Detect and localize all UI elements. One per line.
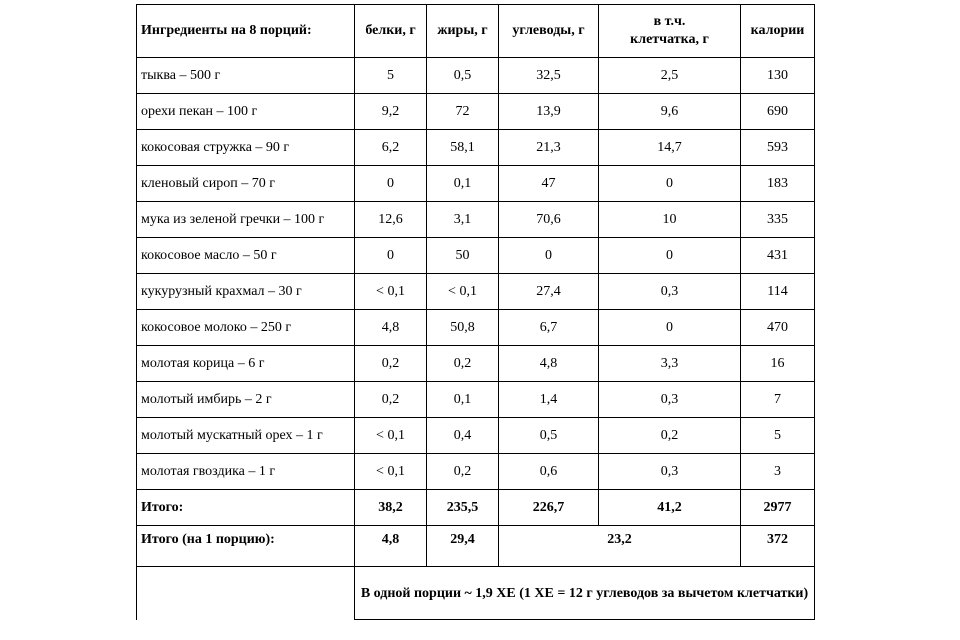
table-row [137,94,815,130]
ingredient-protein: 0 [355,238,427,274]
per-portion-calories: 372 [741,526,815,567]
ingredient-name: молотая корица – 6 г [137,346,355,382]
ingredient-fat: 0,5 [427,58,499,94]
header-fiber [599,5,741,58]
header-protein: белки, г [355,5,427,58]
ingredient-fiber: 0,2 [599,418,741,454]
note-row [137,567,815,620]
ingredient-name: молотая гвоздика – 1 г [137,454,355,490]
ingredient-fiber: 9,6 [599,94,741,130]
ingredient-calories: 114 [741,274,815,310]
total-carbs: 226,7 [499,490,599,526]
ingredient-name: кокосовое молоко – 250 г [137,310,355,346]
ingredient-protein: 5 [355,58,427,94]
table-row [137,310,815,346]
ingredient-name: молотый мускатный орех – 1 г [137,418,355,454]
ingredient-name: мука из зеленой гречки – 100 г [137,202,355,238]
ingredient-fat: 0,1 [427,382,499,418]
ingredient-fat: < 0,1 [427,274,499,310]
ingredient-name: кукурузный крахмал – 30 г [137,274,355,310]
table-header-row [137,5,815,58]
ingredient-protein: 0 [355,166,427,202]
ingredient-carbs: 47 [499,166,599,202]
ingredient-calories: 5 [741,418,815,454]
ingredient-fat: 0,1 [427,166,499,202]
ingredient-name: кокосовое масло – 50 г [137,238,355,274]
per-portion-net-carbs: 23,2 [499,526,741,567]
total-label: Итого: [137,490,355,526]
ingredient-fiber: 14,7 [599,130,741,166]
table-row [137,166,815,202]
nutrition-table [136,4,815,620]
ingredient-name: орехи пекан – 100 г [137,94,355,130]
ingredient-carbs: 32,5 [499,58,599,94]
ingredient-fat: 72 [427,94,499,130]
ingredient-calories: 183 [741,166,815,202]
ingredient-protein: < 0,1 [355,454,427,490]
header-carbs: углеводы, г [499,5,599,58]
ingredient-protein: < 0,1 [355,418,427,454]
total-calories: 2977 [741,490,815,526]
ingredient-carbs: 6,7 [499,310,599,346]
ingredient-name: молотый имбирь – 2 г [137,382,355,418]
ingredient-carbs: 0 [499,238,599,274]
table-row [137,130,815,166]
ingredient-fiber: 2,5 [599,58,741,94]
ingredient-fiber: 0,3 [599,274,741,310]
header-fat: жиры, г [427,5,499,58]
total-fiber: 41,2 [599,490,741,526]
table-row [137,454,815,490]
ingredient-name: тыква – 500 г [137,58,355,94]
per-portion-protein: 4,8 [355,526,427,567]
ingredient-calories: 335 [741,202,815,238]
total-protein: 38,2 [355,490,427,526]
ingredient-protein: 12,6 [355,202,427,238]
ingredient-carbs: 70,6 [499,202,599,238]
ingredient-fiber: 0,3 [599,382,741,418]
header-fiber-line2: клетчатка, г [630,32,709,47]
ingredient-calories: 593 [741,130,815,166]
note-empty-cell [137,567,355,620]
ingredient-protein: < 0,1 [355,274,427,310]
per-portion-label: Итого (на 1 порцию): [137,526,355,567]
xe-note: В одной порции ~ 1,9 ХЕ (1 ХЕ = 12 г углеводов за вычетом клетчатки) [355,567,815,620]
ingredient-carbs: 21,3 [499,130,599,166]
table-row [137,58,815,94]
ingredient-fat: 50,8 [427,310,499,346]
ingredient-fat: 0,2 [427,346,499,382]
table-row [137,274,815,310]
table-row [137,418,815,454]
ingredient-fiber: 3,3 [599,346,741,382]
ingredient-protein: 9,2 [355,94,427,130]
ingredient-fat: 0,4 [427,418,499,454]
ingredient-fat: 58,1 [427,130,499,166]
header-calories: калории [741,5,815,58]
table-row [137,202,815,238]
ingredient-fiber: 0 [599,238,741,274]
ingredient-protein: 4,8 [355,310,427,346]
ingredient-fat: 50 [427,238,499,274]
ingredient-calories: 16 [741,346,815,382]
ingredient-calories: 431 [741,238,815,274]
ingredient-protein: 0,2 [355,346,427,382]
per-portion-fat: 29,4 [427,526,499,567]
ingredient-fiber: 0 [599,166,741,202]
ingredient-carbs: 4,8 [499,346,599,382]
ingredient-fiber: 0,3 [599,454,741,490]
ingredient-calories: 7 [741,382,815,418]
table-row [137,238,815,274]
ingredient-protein: 6,2 [355,130,427,166]
ingredient-fat: 0,2 [427,454,499,490]
header-ingredients: Ингредиенты на 8 порций: [137,5,355,58]
ingredient-fiber: 0 [599,310,741,346]
ingredient-carbs: 27,4 [499,274,599,310]
ingredient-calories: 130 [741,58,815,94]
ingredient-name: кленовый сироп – 70 г [137,166,355,202]
header-fiber-line1: в т.ч. [653,14,686,29]
ingredient-protein: 0,2 [355,382,427,418]
ingredient-fiber: 10 [599,202,741,238]
ingredient-carbs: 1,4 [499,382,599,418]
per-portion-row [137,526,815,567]
ingredient-calories: 690 [741,94,815,130]
total-row [137,490,815,526]
ingredient-carbs: 0,6 [499,454,599,490]
ingredient-calories: 3 [741,454,815,490]
ingredient-carbs: 13,9 [499,94,599,130]
ingredient-calories: 470 [741,310,815,346]
table-row [137,382,815,418]
ingredient-carbs: 0,5 [499,418,599,454]
table-row [137,346,815,382]
total-fat: 235,5 [427,490,499,526]
ingredient-fat: 3,1 [427,202,499,238]
ingredient-name: кокосовая стружка – 90 г [137,130,355,166]
